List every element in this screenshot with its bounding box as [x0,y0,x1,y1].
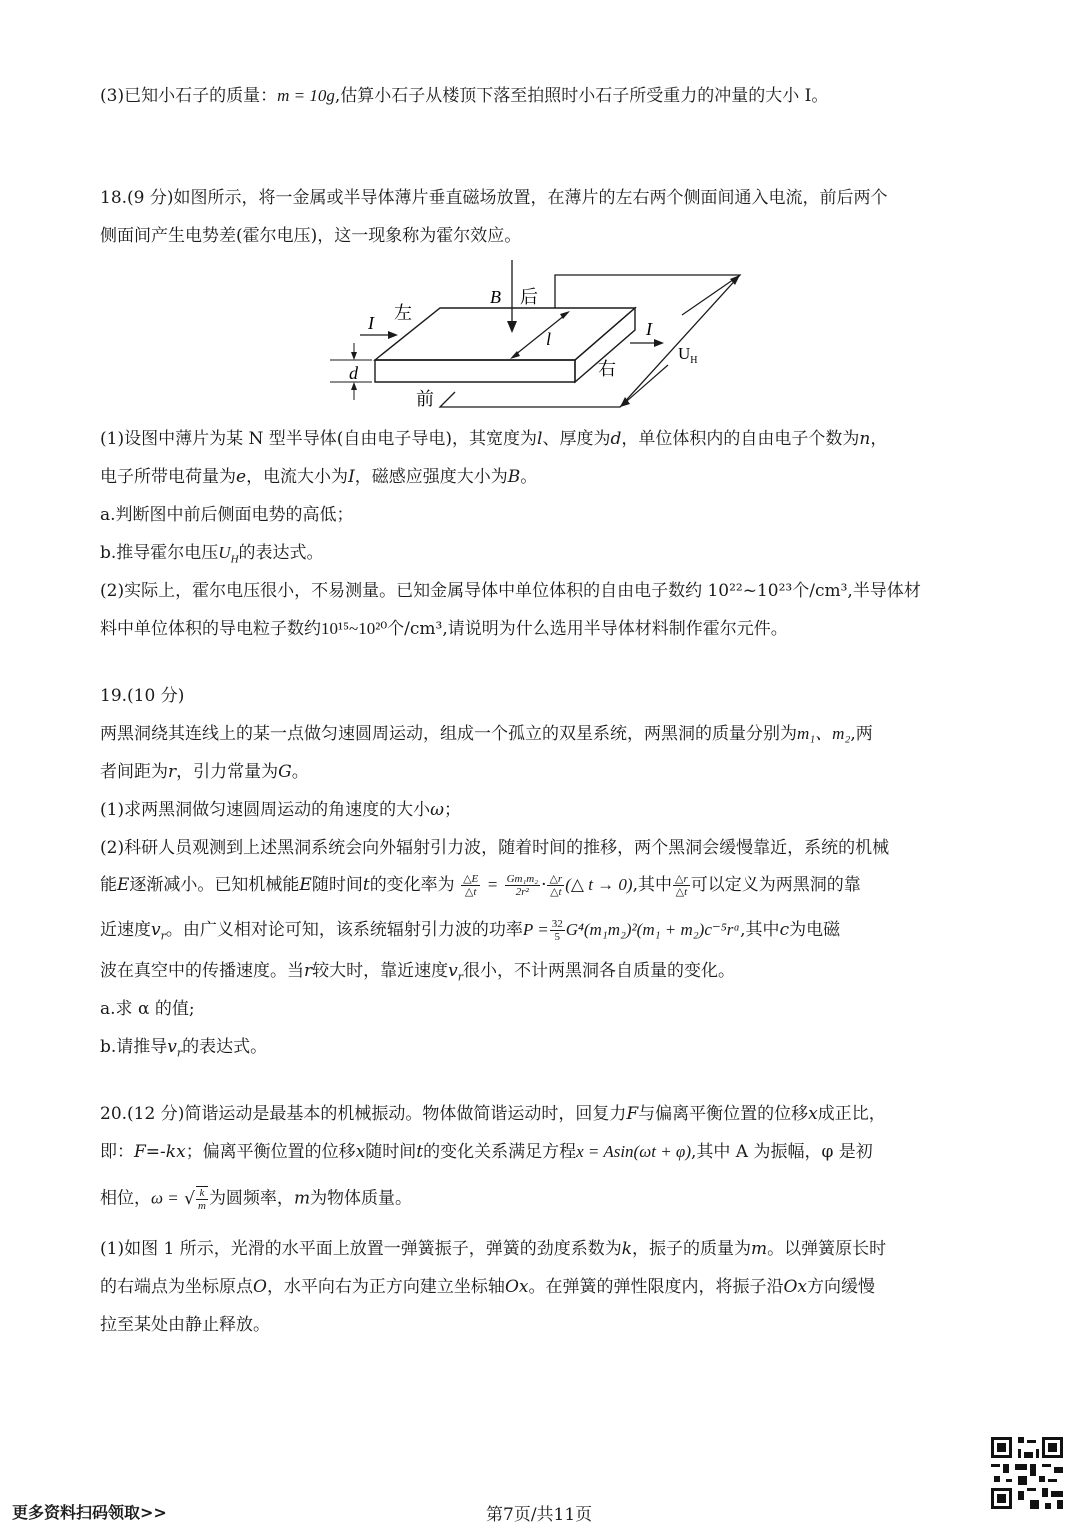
q17-part3 [100,84,828,108]
q19-part1: (1)求两黑洞做匀速圆周运动的角速度的大小ω； [100,800,461,820]
q18-p1-line2: 电子所带电荷量为e，电流大小为I，磁感应强度大小为B。 [100,467,538,487]
l-dimension-arrow [515,315,565,355]
label-back: 后 [520,287,538,308]
q18-qa: a.判断图中前后侧面电势的高低； [100,505,354,525]
label-uh: $U_H$ [678,344,698,366]
label-l: l [546,329,552,349]
text: (3)已知小石子的质量： [100,86,278,106]
q20-line1: 20.(12 分)简谐运动是最基本的机械振动。物体做简谐运动时，回复力F与偏离平衡位置的位移x成正比， [100,1104,886,1124]
current-out-arrow-head [654,339,664,347]
label-i-right: I [646,319,652,339]
page-number: 第7页/共11页 [486,1505,593,1525]
q19-line1: 两黑洞绕其连线上的某一点做匀速圆周运动，组成一个孤立的双星系统，两黑洞的质量分别为m₁、m₂,两 [100,724,873,744]
d-arrow-head-bottom [351,382,357,390]
q19-line2: 者间距为r，引力常量为G。 [100,762,309,782]
label-b: B [490,287,501,307]
uh-arrow-up [682,275,740,315]
slab-top-face [375,308,635,360]
b-field-arrow-head [507,321,517,333]
q19-part2-line1: (2)科研人员观测到上述黑洞系统会向外辐射引力波，随着时间的推移，两个黑洞会缓慢靠近，系统的机械 [100,838,890,858]
q19-part2-line3: 近速度$v_r$。由广义相对论可知，该系统辐射引力波的功率P = $\frac{32}{5}$ G⁴(m₁m₂)²(m₁ + m₂)c⁻⁵rᵅ,其中c为电磁 [100,918,841,943]
q19-head: 19.(10 分) [100,686,185,706]
q18-p3-line1: (2)实际上，霍尔电压很小，不易测量。已知金属导体中单位体积的自由电子数约 10²²~10²³个/cm³,半导体材 [100,581,921,601]
q19-part2-line2: 能E逐渐减小。已知机械能E随时间t的变化率为 $\frac{\triangle E}{\triangle t}$ = $\frac{\text{Gm₁m₂}}{\text{2r²}}$ · $\frac{\triangle r}{\triangle t}$ (△ t → 0),其中 $\frac{\triangle r}{\triangle t}$ 可以定义为两黑洞的靠 [100,873,861,898]
d-arrow-head-top [351,352,357,360]
q18-qb: b.推导霍尔电压$U_H$的表达式。 [100,543,324,566]
q18-p3-line2: 料中单位体积的导电粒子数约10¹⁵~10²⁰个/cm³,请说明为什么选用半导体材料制作霍尔元件。 [100,619,788,639]
label-right: 右 [598,359,616,380]
q19-qb: b.请推导$v_r$的表达式。 [100,1037,268,1060]
q20-line2: 即：F=-kx；偏离平衡位置的位移x随时间t的变化关系满足方程x = Asin(ωt + φ),其中 A 为振幅，φ 是初 [100,1142,873,1162]
sqrt-symbol: √ [184,1189,195,1209]
q20-part1-line3: 拉至某处由静止释放。 [100,1315,270,1335]
q20-part1-line2: 的右端点为坐标原点O，水平向右为正方向建立坐标轴Ox。在弹簧的弹性限度内，将振子沿Ox方向缓慢 [100,1277,875,1297]
q19-part2-line4: 波在真空中的传播速度。当r较大时，靠近速度$v_r$很小，不计两黑洞各自质量的变化。 [100,961,736,984]
label-left: 左 [394,303,412,324]
q19-qa: a.求 α 的值; [100,999,195,1019]
label-d: d [349,363,358,383]
label-i-left: I [368,313,374,333]
text: ,估算小石子从楼顶下落至拍照时小石子所受重力的冲量的大小 I。 [334,86,829,106]
qr-code-icon[interactable] [988,1434,1066,1512]
uh-circuit-wire [440,275,740,407]
q20-line3: 相位，ω = √ $\frac{k}{m}$ 为圆频率，m为物体质量。 [100,1187,413,1212]
q18-head-line2: 侧面间产生电势差(霍尔电压)，这一现象称为霍尔效应。 [100,226,522,246]
hall-effect-figure [330,255,750,415]
mass-equation: m = 10g [277,86,335,105]
slab-front-face [375,360,575,382]
current-in-arrow-head [388,331,398,339]
q18-p1-line1: (1)设图中薄片为某 N 型半导体(自由电子导电)，其宽度为l、厚度为d，单位体积内的自由电子个数为n， [100,429,888,449]
q20-part1-line1: (1)如图 1 所示，光滑的水平面上放置一弹簧振子，弹簧的劲度系数为k，振子的质量为m。以弹簧原长时 [100,1239,887,1259]
label-front: 前 [416,389,434,410]
footer-promo-link[interactable]: 更多资料扫码领取>> [12,1503,167,1522]
q18-head-line1: 18.(9 分)如图所示，将一金属或半导体薄片垂直磁场放置，在薄片的左右两个侧面间通入电流，前后两个 [100,188,888,208]
